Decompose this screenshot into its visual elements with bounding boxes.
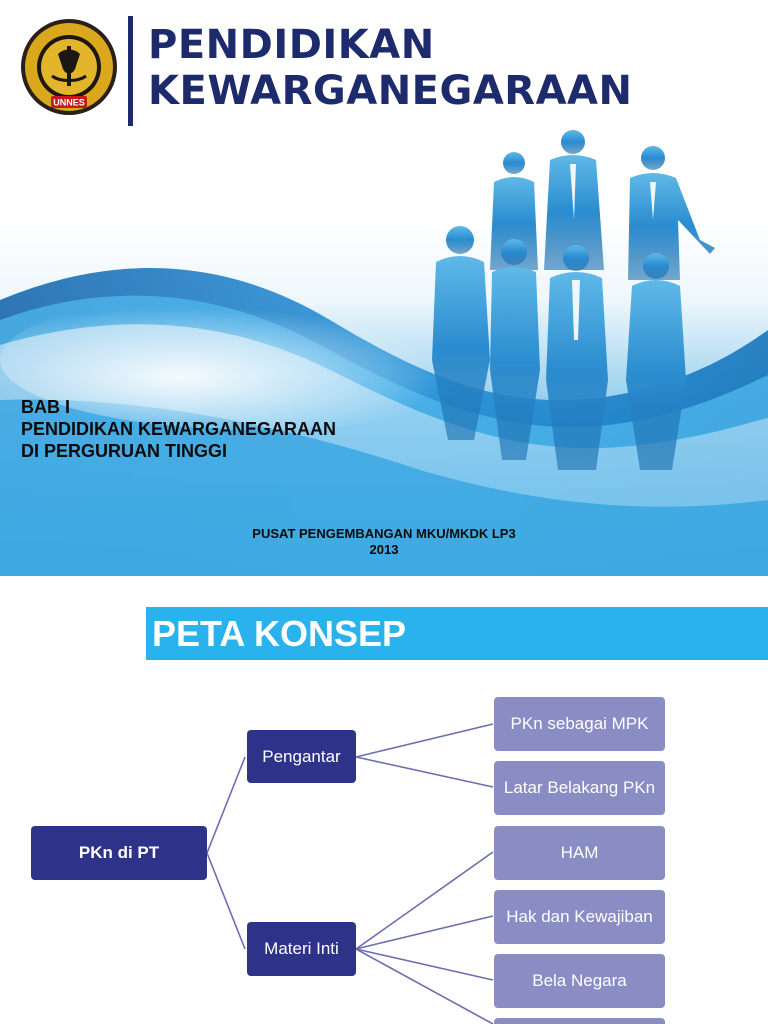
concept-map-slide [0, 576, 768, 1024]
concept-map-heading: PETA KONSEP [152, 613, 407, 654]
root-node: PKn di PT [31, 826, 207, 880]
leaf-node-latar-belakang: Latar Belakang PKn [494, 761, 665, 815]
business-people-illustration [410, 120, 740, 490]
slide-footer [184, 526, 584, 558]
slide-title [148, 22, 632, 114]
title-line-1: PENDIDIKAN [148, 22, 435, 68]
unnes-logo [18, 18, 120, 116]
leaf-node-ham: HAM [494, 826, 665, 880]
leaf-node-hak-kewajiban: Hak dan Kewajiban [494, 890, 665, 944]
chapter-subtitle [21, 396, 336, 462]
leaf-node-pkn-mpk: PKn sebagai MPK [494, 697, 665, 751]
branch-node-materi-inti: Materi Inti [247, 922, 356, 976]
title-line-2: KEWARGANEGARAAN [148, 68, 633, 114]
leaf-node-bela-negara: Bela Negara [494, 954, 665, 1008]
leaf-node-partial [494, 1018, 665, 1024]
subtitle-line-2: PENDIDIKAN KEWARGANEGARAAN [21, 419, 337, 439]
footer-institution: PUSAT PENGEMBANGAN MKU/MKDK LP3 [252, 526, 516, 541]
subtitle-line-1: BAB I [21, 397, 70, 417]
title-divider [128, 16, 133, 126]
footer-year: 2013 [369, 542, 399, 557]
logo-badge-text: UNNES [53, 97, 85, 108]
subtitle-line-3: DI PERGURUAN TINGGI [21, 441, 228, 461]
branch-node-pengantar: Pengantar [247, 730, 356, 783]
